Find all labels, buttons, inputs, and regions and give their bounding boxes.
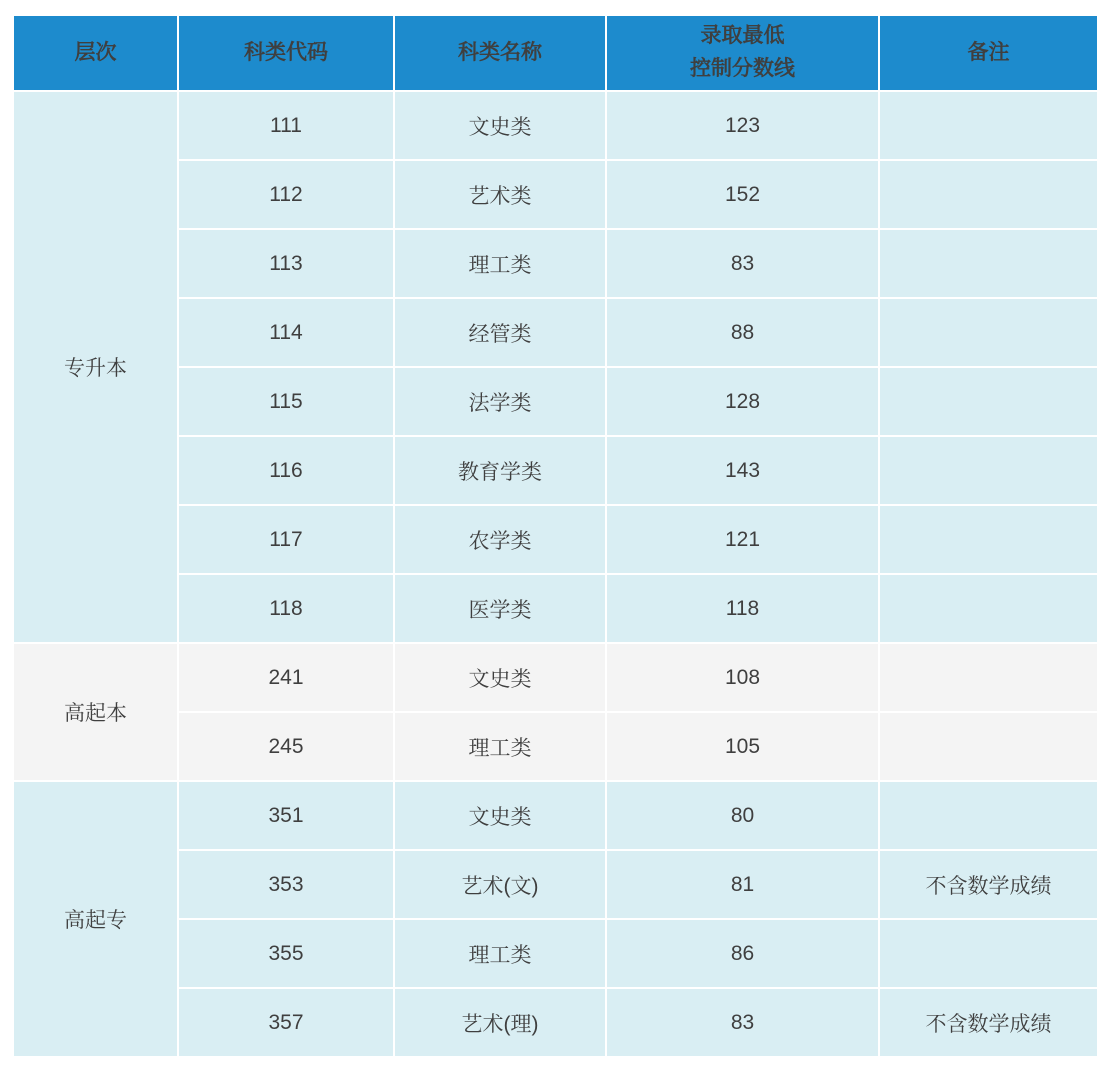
code-cell: 353 — [178, 850, 394, 919]
score-cell: 83 — [606, 229, 879, 298]
name-cell: 理工类 — [394, 919, 606, 988]
header-name: 科类名称 — [394, 15, 606, 91]
remark-cell — [879, 643, 1098, 712]
name-cell: 经管类 — [394, 298, 606, 367]
score-cell: 121 — [606, 505, 879, 574]
header-remark: 备注 — [879, 15, 1098, 91]
remark-cell — [879, 160, 1098, 229]
table-header — [13, 15, 1098, 91]
name-cell: 理工类 — [394, 229, 606, 298]
table-row — [13, 781, 1098, 850]
score-cell: 83 — [606, 988, 879, 1057]
table-row — [13, 91, 1098, 160]
name-cell: 法学类 — [394, 367, 606, 436]
score-cell: 86 — [606, 919, 879, 988]
table-body — [13, 91, 1098, 1057]
score-cell: 105 — [606, 712, 879, 781]
name-cell: 文史类 — [394, 91, 606, 160]
score-cell: 128 — [606, 367, 879, 436]
name-cell: 文史类 — [394, 643, 606, 712]
header-score-line2: 控制分数线 — [690, 57, 795, 80]
code-cell: 117 — [178, 505, 394, 574]
code-cell: 112 — [178, 160, 394, 229]
remark-cell: 不含数学成绩 — [879, 850, 1098, 919]
header-score — [606, 15, 879, 91]
code-cell: 114 — [178, 298, 394, 367]
remark-cell — [879, 298, 1098, 367]
name-cell: 医学类 — [394, 574, 606, 643]
score-cell: 118 — [606, 574, 879, 643]
header-score-line1: 录取最低 — [700, 24, 785, 48]
score-cell: 152 — [606, 160, 879, 229]
code-cell: 115 — [178, 367, 394, 436]
score-cell: 80 — [606, 781, 879, 850]
remark-cell: 不含数学成绩 — [879, 988, 1098, 1057]
code-cell: 241 — [178, 643, 394, 712]
table-row — [13, 643, 1098, 712]
remark-cell — [879, 436, 1098, 505]
level-cell: 高起本 — [13, 643, 178, 781]
header-row — [13, 15, 1098, 91]
name-cell: 艺术(理) — [394, 988, 606, 1057]
name-cell: 文史类 — [394, 781, 606, 850]
remark-cell — [879, 712, 1098, 781]
name-cell: 理工类 — [394, 712, 606, 781]
code-cell: 245 — [178, 712, 394, 781]
admission-score-table — [12, 14, 1099, 1058]
remark-cell — [879, 229, 1098, 298]
score-cell: 123 — [606, 91, 879, 160]
score-cell: 88 — [606, 298, 879, 367]
name-cell: 艺术(文) — [394, 850, 606, 919]
remark-cell — [879, 919, 1098, 988]
header-level: 层次 — [13, 15, 178, 91]
score-cell: 81 — [606, 850, 879, 919]
level-cell: 高起专 — [13, 781, 178, 1057]
level-cell: 专升本 — [13, 91, 178, 643]
name-cell: 农学类 — [394, 505, 606, 574]
score-cell: 143 — [606, 436, 879, 505]
name-cell: 教育学类 — [394, 436, 606, 505]
header-code: 科类代码 — [178, 15, 394, 91]
code-cell: 113 — [178, 229, 394, 298]
score-cell: 108 — [606, 643, 879, 712]
remark-cell — [879, 574, 1098, 643]
code-cell: 118 — [178, 574, 394, 643]
remark-cell — [879, 505, 1098, 574]
code-cell: 351 — [178, 781, 394, 850]
name-cell: 艺术类 — [394, 160, 606, 229]
remark-cell — [879, 781, 1098, 850]
remark-cell — [879, 91, 1098, 160]
code-cell: 116 — [178, 436, 394, 505]
code-cell: 357 — [178, 988, 394, 1057]
code-cell: 355 — [178, 919, 394, 988]
code-cell: 111 — [178, 91, 394, 160]
remark-cell — [879, 367, 1098, 436]
